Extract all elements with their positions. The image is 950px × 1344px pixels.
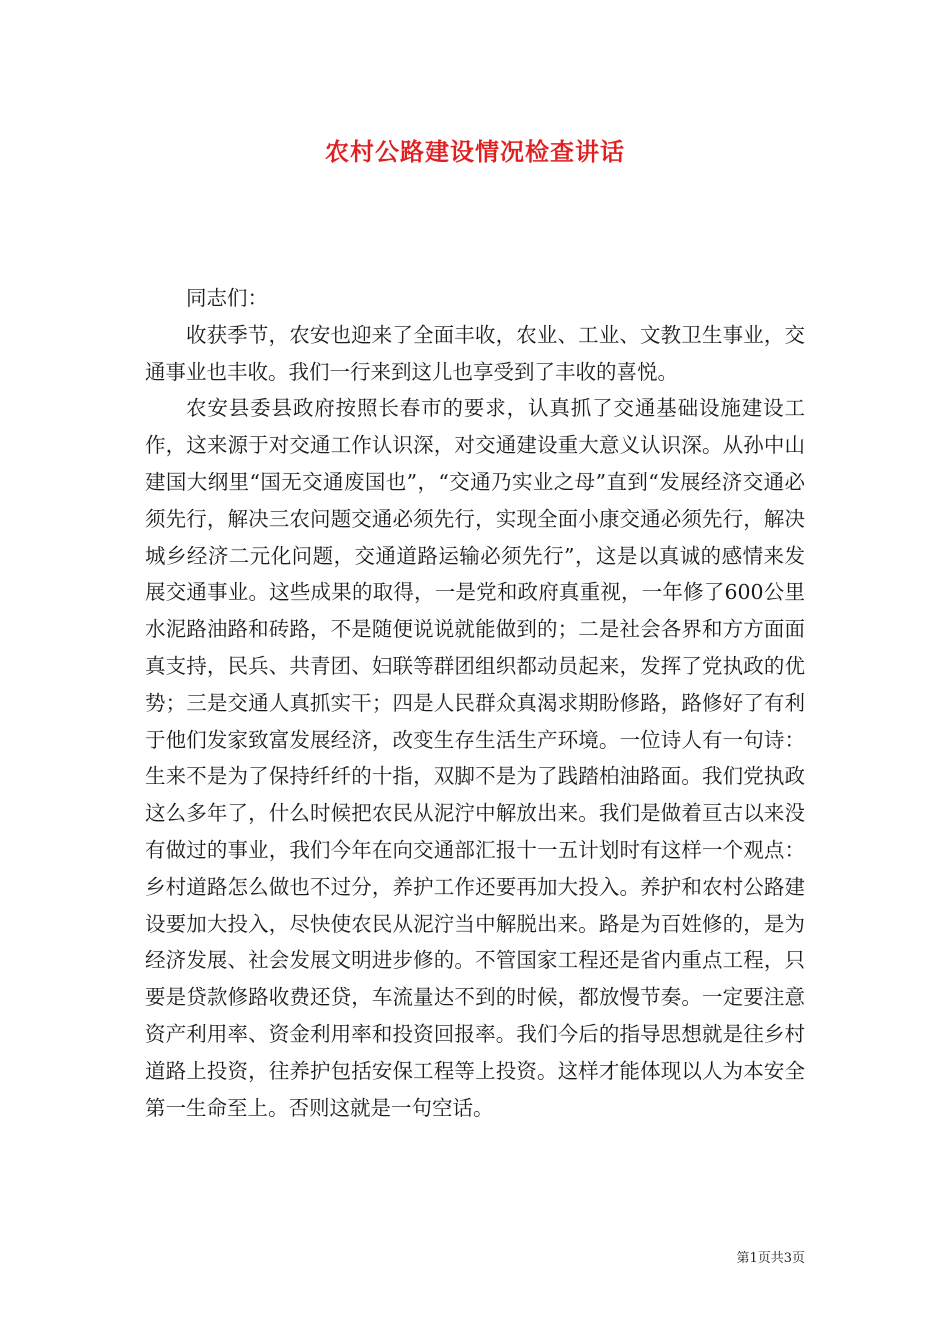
body-paragraph: 农安县委县政府按照长春市的要求，认真抓了交通基础设施建设工作，这来源于对交通工作认识深，对交通建设重大意义认识深。从孙中山建国大纲里“国无交通废国也”，“交通乃实业之母”直到“发展经济交通必须先行，解决三农问题交通必须先行，实现全面小康交通必须先行，解决城乡经济二元化问题，交通道路运输必须先行”，这是以真诚的感情来发展交通事业。这些成果的取得，一是党和政府真重视，一年修了600公里水泥路油路和砖路，不是随便说说就能做到的；二是社会各界和方方面面真支持，民兵、共青团、妇联等群团组织都动员起来，发挥了党执政的优势；三是交通人真抓实干；四是人民群众真渴求期盼修路，路修好了有利于他们发家致富发展经济，改变生存生活生产环境。一位诗人有一句诗：生来不是为了保持纤纤的十指，双脚不是为了践踏柏油路面。我们党执政这么多年了，什么时候把农民从泥泞中解放出来。我们是做着亘古以来没有做过的事业，我们今年在向交通部汇报十一五计划时有这样一个观点：乡村道路怎么做也不过分，养护工作还要再加大投入。养护和农村公路建设要加大投入，尽快使农民从泥泞当中解脱出来。路是为百姓修的，是为经济发展、社会发展文明进步修的。不管国家工程还是省内重点工程，只要是贷款修路收费还贷，车流量达不到的时候，都放慢节奏。一定要注意资产利用率、资金利用率和投资回报率。我们今后的指导思想就是往乡村道路上投资，往养护包括安保工程等上投资。这样才能体现以人为本安全第一生命至上。否则这就是一句空话。 (145, 396, 805, 1120)
document-body (145, 280, 805, 1126)
salutation-paragraph: 同志们： (186, 286, 268, 310)
document-title: 农村公路建设情况检查讲话 (325, 137, 625, 166)
page-number: 第1页共3页 (736, 1251, 805, 1266)
body-paragraph: 收获季节，农安也迎来了全面丰收，农业、工业、文教卫生事业，交通事业也丰收。我们一行来到这儿也享受到了丰收的喜悦。 (145, 322, 805, 384)
